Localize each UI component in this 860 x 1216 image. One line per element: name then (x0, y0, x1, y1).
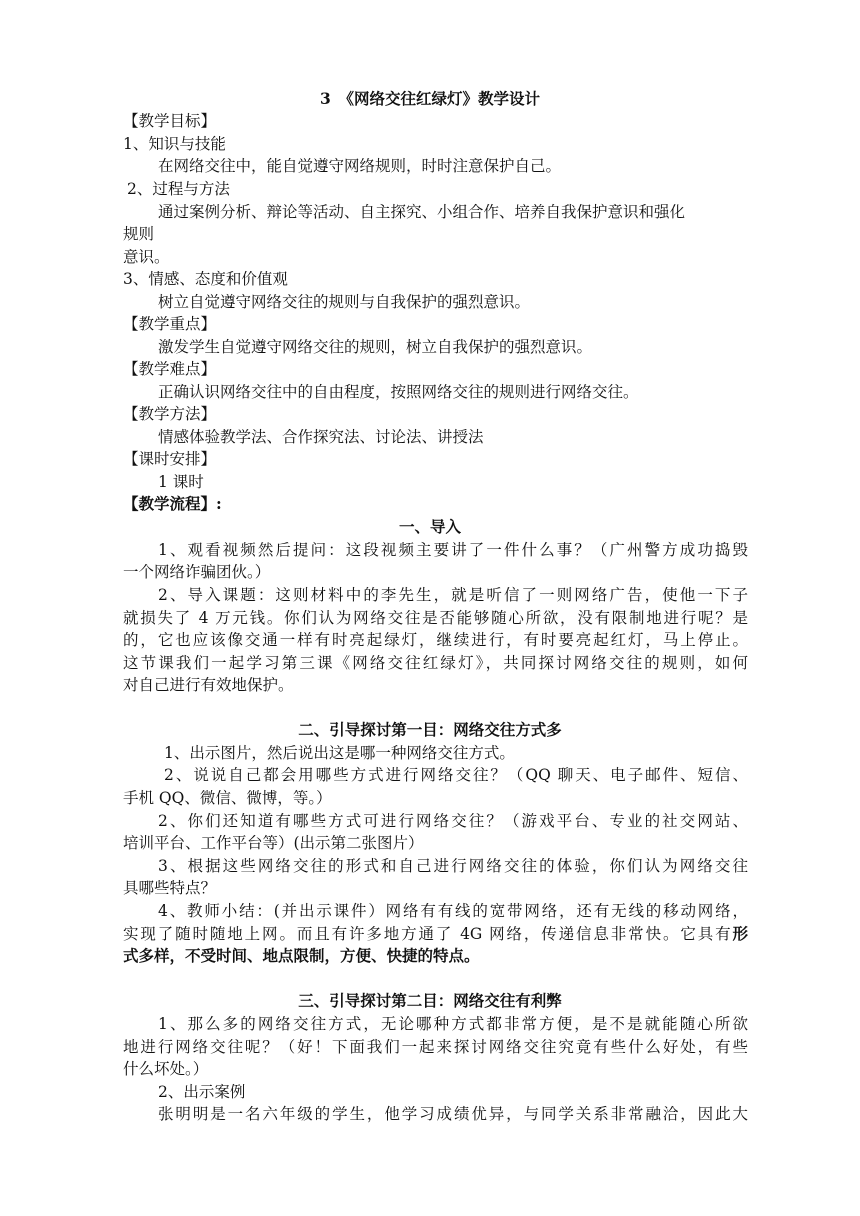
section-2-para-4-line-1: 3、根据这些网络交往的形式和自己进行网络交往的体验，你们认为网络交往 (158, 857, 748, 875)
section-2-para-5-line-2-bold: 形 (732, 924, 748, 943)
section-2-para-5-line-2-text: 实现了随时随地上网。而且有许多地方通了 4G 网络，传递信息非常快。它具有 (123, 925, 733, 943)
section-1-para-2-line-1: 2、导入课题：这则材料中的李先生，就是听信了一则网络广告，使他一下子 (158, 586, 748, 604)
schedule-text: 1 课时 (158, 473, 204, 491)
process-methods-text-1: 通过案例分析、辩论等活动、自主探究、小组合作、培养自我保护意识和强化 (158, 203, 686, 221)
methods-heading: 【教学方法】 (123, 405, 217, 423)
difficulties-heading: 【教学难点】 (123, 360, 217, 378)
section-2-para-5-line-3: 式多样，不受时间、地点限制，方便、快捷的特点。 (123, 946, 480, 965)
key-points-heading: 【教学重点】 (123, 315, 217, 333)
section-2-para-5-line-1: 4、教师小结：(并出示课件）网络有有线的宽带网络，还有无线的移动网络， (158, 902, 748, 920)
section-3-para-3-line-1: 张明明是一名六年级的学生，他学习成绩优异，与同学关系非常融洽，因此大 (158, 1105, 748, 1123)
section-1-para-2-line-5: 对自己进行有效地保护。 (123, 676, 294, 694)
key-points-text: 激发学生自觉遵守网络交往的规则，树立自我保护的强烈意识。 (158, 338, 593, 356)
section-2-para-3-line-2: 培训平台、工作平台等）(出示第二张图片） (123, 834, 424, 852)
section-1-para-2-line-3: 的，它也应该像交通一样有时亮起绿灯，继续进行，有时要亮起红灯，马上停止。 (123, 631, 748, 649)
objectives-heading: 【教学目标】 (123, 112, 217, 130)
section-2-para-4-line-2: 具哪些特点？ (123, 879, 217, 897)
process-methods-text-3: 意识。 (123, 248, 170, 266)
process-methods-title: 2、过程与方法 (127, 180, 230, 198)
section-2-para-3-line-1: 2、你们还知道有哪些方式可进行网络交往？（游戏平台、专业的社交网站、 (158, 812, 748, 830)
section-3-para-1-line-2: 地进行网络交往呢？（好！下面我们一起来探讨网络交往究竟有些什么好处，有些 (123, 1038, 748, 1056)
section-1-para-2-line-4: 这节课我们一起学习第三课《网络交往红绿灯》，共同探讨网络交往的规则，如何 (123, 654, 748, 672)
methods-text: 情感体验教学法、合作探究法、讨论法、讲授法 (158, 428, 484, 446)
emotion-values-text: 树立自觉遵守网络交往的规则与自我保护的强烈意识。 (158, 293, 531, 311)
difficulties-text: 正确认识网络交往中的自由程度，按照网络交往的规则进行网络交往。 (158, 383, 639, 401)
process-methods-text-2: 规则 (123, 225, 155, 243)
section-2-heading: 二、引导探讨第一目：网络交往方式多 (298, 720, 562, 739)
section-1-para-1-line-1: 1、观看视频然后提问：这段视频主要讲了一件什么事？（广州警方成功捣毁 (158, 541, 748, 559)
section-2-para-1: 1、出示图片，然后说出这是哪一种网络交往方式。 (164, 744, 515, 762)
knowledge-skills-title: 1、知识与技能 (123, 135, 226, 153)
section-2-para-5-line-2 (123, 923, 748, 945)
schedule-heading: 【课时安排】 (123, 450, 217, 468)
section-2-para-2-line-2: 手机 QQ、微信、微博，等。） (123, 789, 332, 807)
section-3-para-1-line-1: 1、那么多的网络交往方式，无论哪种方式都非常方便，是不是就能随心所欲 (158, 1015, 748, 1033)
emotion-values-title: 3、情感、态度和价值观 (123, 270, 288, 288)
section-1-para-1-line-2: 一个网络诈骗团伙。） (123, 563, 271, 581)
section-3-para-2: 2、出示案例 (158, 1083, 246, 1101)
section-2-para-2-line-1: 2、说说自己都会用哪些方式进行网络交往？（QQ 聊天、电子邮件、短信、 (164, 766, 748, 784)
document-title: 3 《网络交往红绿灯》教学设计 (319, 89, 541, 108)
process-heading: 【教学流程】: (123, 494, 222, 513)
knowledge-skills-text: 在网络交往中，能自觉遵守网络规则，时时注意保护自己。 (158, 157, 562, 175)
section-1-heading: 一、导入 (398, 517, 461, 536)
section-3-para-1-line-3: 什么坏处。） (123, 1060, 209, 1078)
section-1-para-2-line-2: 就损失了 4 万元钱。你们认为网络交往是否能够随心所欲，没有限制地进行呢？是 (123, 609, 748, 627)
section-3-heading: 三、引导探讨第二目：网络交往有利弊 (298, 991, 562, 1010)
